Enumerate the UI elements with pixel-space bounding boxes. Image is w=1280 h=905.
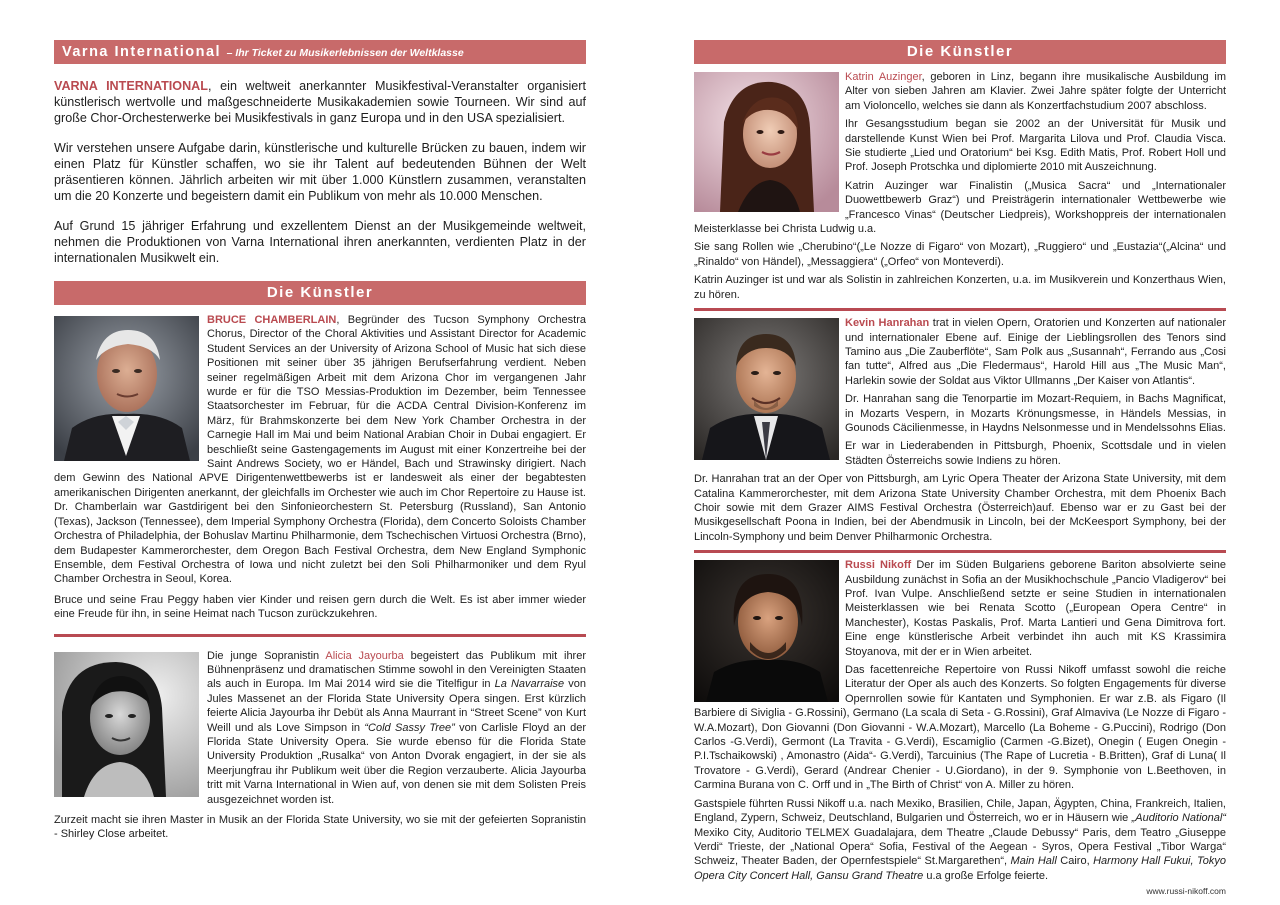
varna-banner [54,40,586,64]
katrin-section [694,70,1226,302]
artists-banner-right: Die Künstler [694,40,1226,64]
varna-brand: VARNA INTERNATIONAL [54,79,208,93]
kevin-bio-paragraph-2: Dr. Hanrahan sang die Tenorpartie im Mozart-Requiem, in Bachs Magnificat, in Mozarts Vespern, in Mozarts Krönungsmesse, in Händels Messias, in Gounods Cäcilienmesse, in Haydns Nelsonmesse und in Mendelssohns Elias. [845,393,1226,434]
intro-paragraph-2: Wir verstehen unsere Aufgabe darin, künstlerische und kulturelle Brücken zu bauen, indem wir einen Platz für Künstler schaffen, wo sie ihr Talent auf bedeutenden Bühnen der Welt präsentieren können. Jährlich arbeiten wir mit über 1.000 Künstlern zusammen, veranstalten um die 20 Konzerte und begeistern damit ein Publikum von mehr als 10.000 Menschen. [54,141,586,203]
bruce-bio-paragraph-1: BRUCE CHAMBERLAIN, Begründer des Tucson Symphony Orchestra Chorus, Director of the Choral Aktivities und Assistant Director for Academic Student Services an der University of Arizona School of Music hat sich diese Positionen mit seiner über 35 jährigen Berufserfahrung verdient. Neben seiner regelmäßigen Arbeit mit dem Arizona Chor im vergangenen Jahr wurde er für die TSO Messias-Produktion im Dezember, beim Tennessee Staatsorchester im Februar, für die ACDA Central Division-Konferenz im März, für Brahmskonzerte bei dem New York Chamber Orchestra in der Carnegie Hall im Mai und beim National Arabian Choir in Dubai engagiert. Er beschließt seine Gastengagements im August mit einer Konzertreihe bei der Saint Andrews Society, wo er Händel, Bach und Strawinsky dirigiert. Nach dem Gewinn des National APVE Dirigentenwettbewerbs ist er landesweit als einer der begabtesten amerikanischen Dirigenten anerkannt, der gleichfalls im Orchester wie auch im Chor Repertoire zu Hause ist. Dr. Chamberlain war Gastdirigent bei den Sinfonieorchestern St. Petersburg (Russland), San Antonio (Texas), Jackson (Tennessee), dem Imperial Symphony Orchestra (Florida), dem Concerto Soloists Chamber Orchestra of Philadelphia, der Bohuslav Martinu Philharmonie, dem Tschechischen Virtuosi Orchestra (Brno), dem Budapester Kammerorchester, dem Oregon Bach Festival Orchestra, dem New England Symphonic Ensemble, dem Festival Orchestra of Iowa und nicht zuletzt bei den Soli Philharmoniker und dem Ryul Chamber Orchestra in Seoul, Korea. [54,314,586,586]
banner-title: Varna International [62,44,222,60]
kevin-name: Kevin Hanrahan [845,317,930,330]
katrin-bio-paragraph-4: Sie sang Rollen wie „Cherubino“(„Le Nozze di Figaro“ von Mozart), „Ruggiero“ und „Eustazia“(„Alcina“ und „Rinaldo“ von Händel), „Messaggiera“ („Orfeo“ von Monteverdi). [694,241,1226,268]
section-divider [694,308,1226,311]
section-divider [54,634,586,637]
russi-bio-paragraph-1: Russi Nikoff Der im Süden Bulgariens geborene Bariton absolvierte seine Ausbildung zunächst in Sofia an der Musikhochschule „Pancio Vladigerov“ bei Prof. Ivan Vulpe. Anschließend setzte er seine Studien in internationalen Meisterklassen wie bei Renata Scotto („European Opera Centre“ in Manchester), Kostas Paskalis, Prof. Marta Lantieri und Gena Dimitrova fort. Eine enge künstlerische Arbeit verbindet ihn auch mit KS Krassimira Stoyanova, mit der er in Wien arbeitet. [845,559,1226,658]
kevin-bio-paragraph-4: Dr. Hanrahan trat an der Oper von Pittsburgh, am Lyric Opera Theater der Arizona State University, mit dem Catalina Kammerorchester, mit dem Arizona State University Chamber Orchestra, mit dem Phoenix Bach Choir sowie mit dem Grazer AIMS Festival Orchestra (Österreich)auf. Ebenso war er zu Gast bei der Musikgesellschaft Poona in Indien, bei der Abendmusik in Lincoln, bei der McKeesport Symphony, bei der Lincoln-Symphony und beim Denver Philharmonic Orchestra. [694,473,1226,543]
alicia-section [54,649,586,842]
katrin-bio-paragraph-5: Katrin Auzinger ist und war als Solistin in zahlreichen Konzerten, u.a. im Musikverein und Konzerthaus Wien, zu hören. [694,274,1226,301]
kevin-bio-paragraph-1: Kevin Hanrahan trat in vielen Opern, Oratorien und Konzerten auf nationaler und internationaler Ebene auf. Einige der Lieblingsrollen des Tenors sind Tamino aus „Die Zauberflöte“, Sam Polk aus „Susannah“, Ferrando aus „Cosi fan tutte“, Alfred aus „Die Fledermaus“, Harold Hill aus „The Music Man“, Harlekin sowie der Soldat aus Viktor Ullmanns „Der Kaiser von Atlantis“. [845,317,1226,387]
alicia-name: Alicia Jayourba [325,649,404,662]
bruce-bio-paragraph-2: Bruce und seine Frau Peggy haben vier Kinder und reisen gern durch die Welt. Es ist aber immer wieder eine Freude für ihn, in seine Heimat nach Tucson zurückzukehren. [54,593,586,621]
alicia-jayourba-photo [54,652,199,797]
russi-nikoff-photo [694,560,839,702]
katrin-bio-paragraph-2: Ihr Gesangsstudium began sie 2002 an der Universität für Musik und darstellende Kunst Wien bei Prof. Margarita Lilova und Prof. Claudia Visca. Sie studierte „Lied und Oratorium“ bei Ksg. Edith Matis, Prof. Robert Holl und Prof. Joseph Protschka und diplomierte 2010 mit Auszeichnung. [845,118,1226,174]
russi-bio-paragraph-3: Gastspiele führten Russi Nikoff u.a. nach Mexiko, Brasilien, Chile, Japan, Ägypten, China, Frankreich, Italien, England, Zypern, Schweiz, Deutschland, Bulgarien und Österreich, wo er in Häusern wie „Auditorio National“ Mexiko City, Auditorio TELMEX Guadalajara, dem Theatre „Claude Debussy“ Paris, dem Teatro „Giuseppe Verdi“ Trieste, der „National Opera“ Sofia, Festival of the Aegean - Syros, Opera Festival „Tibor Warga“ Schweiz, Theater Baden, der Opernfestspiele“ St.Margarethen“, Main Hall Cairo, Harmony Hall Fukui, Tokyo Opera City Concert Hall, Gansu Grand Theatre u.a große Erfolge feierte. [694,797,1226,882]
alicia-bio-paragraph-1: Die junge Sopranistin Alicia Jayourba begeistert das Publikum mit ihrer Bühnenpräsenz und dramatischen Stimme sowohl in den Vereinigten Staaten als auch in Europa. Im Mai 2014 wird sie die Titelfigur in La Navarraise von Jules Massenet an der Florida State University Opera singen. Erst kürzlich feierte Alicia Jayourba ihr Debüt als Anna Maurrant in “Street Scene” von Kurt Weill und als Love Simpson in “Cold Sassy Tree” von Carlisle Floyd an der Florida State University Opera. Sie wurde ebenso für die Florida State University Produktion „Rusalka“ von Anton Dvorak engagiert, in der sie als Meerjungfrau ihr Publikum weit über die Region verzauberte. Alicia Jayourba tritt mit Varna International in Wien auf, von denen sie mit dem Solisten Preis ausgezeichnet worden ist. [207,649,587,806]
left-column [54,40,586,842]
section-divider [694,550,1226,553]
katrin-name: Katrin Auzinger [845,71,922,83]
alicia-bio-paragraph-2: Zurzeit macht sie ihren Master in Musik an der Florida State University, wo sie mit der gefeierten Sopranistin - Shirley Close arbeitet. [54,814,586,841]
katrin-bio-paragraph-3: Katrin Auzinger war Finalistin („Musica Sacra“ und „Internationaler Duowettbewerb Graz“) und Preisträgerin internationaler Wettbewerbe wie „Francesco Vinas“ (Deutscher Liedpreis), Workshoppreis der internationalen Meisterklasse bei Christa Ludwig u.a. [694,179,1226,236]
katrin-auzinger-photo [694,72,839,212]
bruce-section [54,313,586,622]
kevin-hanrahan-photo [694,318,839,460]
russi-name: Russi Nikoff [845,559,912,572]
intro-paragraph-3: Auf Grund 15 jähriger Erfahrung und exzellentem Dienst an der Musikgemeinde weltweit, nehmen die Produktionen von Varna International ihren anerkannten, verdienten Platz in der internationalen Musikwelt ein. [54,219,586,265]
katrin-bio-paragraph-1: Katrin Auzinger, geboren in Linz, begann ihre musikalische Ausbildung im Alter von sieben Jahren am Klavier. Zwei Jahre später folgte der Unterricht am Violoncello, welches sie dann als Konzertfachstudium 2007 abschloss. [845,71,1226,112]
intro-paragraph-1: VARNA INTERNATIONAL, ein weltweit anerkannter Musikfestival-Veranstalter organisiert künstlerisch wertvolle und maßgeschneiderte Musikakademien sowie Tourneen. Wir sind auf große Chor-Orchesterwerke bei Musikfestivals in ganz Europa und in den USA spezialisiert. [54,79,586,125]
bruce-name: BRUCE CHAMBERLAIN [207,314,337,326]
kevin-bio-paragraph-3: Er war in Liederabenden in Pittsburgh, Phoenix, Scottsdale und in vielen Städten Österreichs sowie Indiens zu hören. [845,440,1226,467]
kevin-section [694,316,1226,544]
russi-section [694,558,1226,896]
right-column [694,40,1226,896]
artists-banner-left: Die Künstler [54,281,586,305]
banner-subtitle: – Ihr Ticket zu Musikerlebnissen der Weltklasse [226,47,464,59]
russi-bio-paragraph-2: Das facettenreiche Repertoire von Russi Nikoff umfasst sowohl die reiche Literatur der Oper als auch des Konzerts. So folgten Engagements für diverse Opernrollen sowie für Kantaten und Symphonien. Er war z.B. als Figaro (Il Barbiere di Siviglia - G.Rossini), Germano (La scala di Seta - G.Rossini), Graf Almaviva (Le Nozze di Figaro - W.A.Mozart), Don Giovanni (Don Giovanni - W.A.Mozart), Marcello (La Boheme - G.Puccini), Rodrigo (Don Carlos -G.Verdi), Germont (La Travita - G.Verdi), Escamiglio (Carmen -G.Bizet), Onegin ( Eugen Onegin -P.I.Tschaikowski) , Amonastro (Aida“- G.Verdi), Tarcuinius (The Rape of Lucretia - B.Britten), Graf di Luna( Il Trovatore - G.Verdi), Gerard (Andrear Chenier - U.Giordano), in der 9. Symphonie von L.Beethoven, in Carmina Burana von C. Orff und in „The Birth of Christ“ von A. Miller zu hören. [694,664,1226,792]
russi-website: www.russi-nikoff.com [1146,886,1226,897]
bruce-chamberlain-photo [54,316,199,461]
